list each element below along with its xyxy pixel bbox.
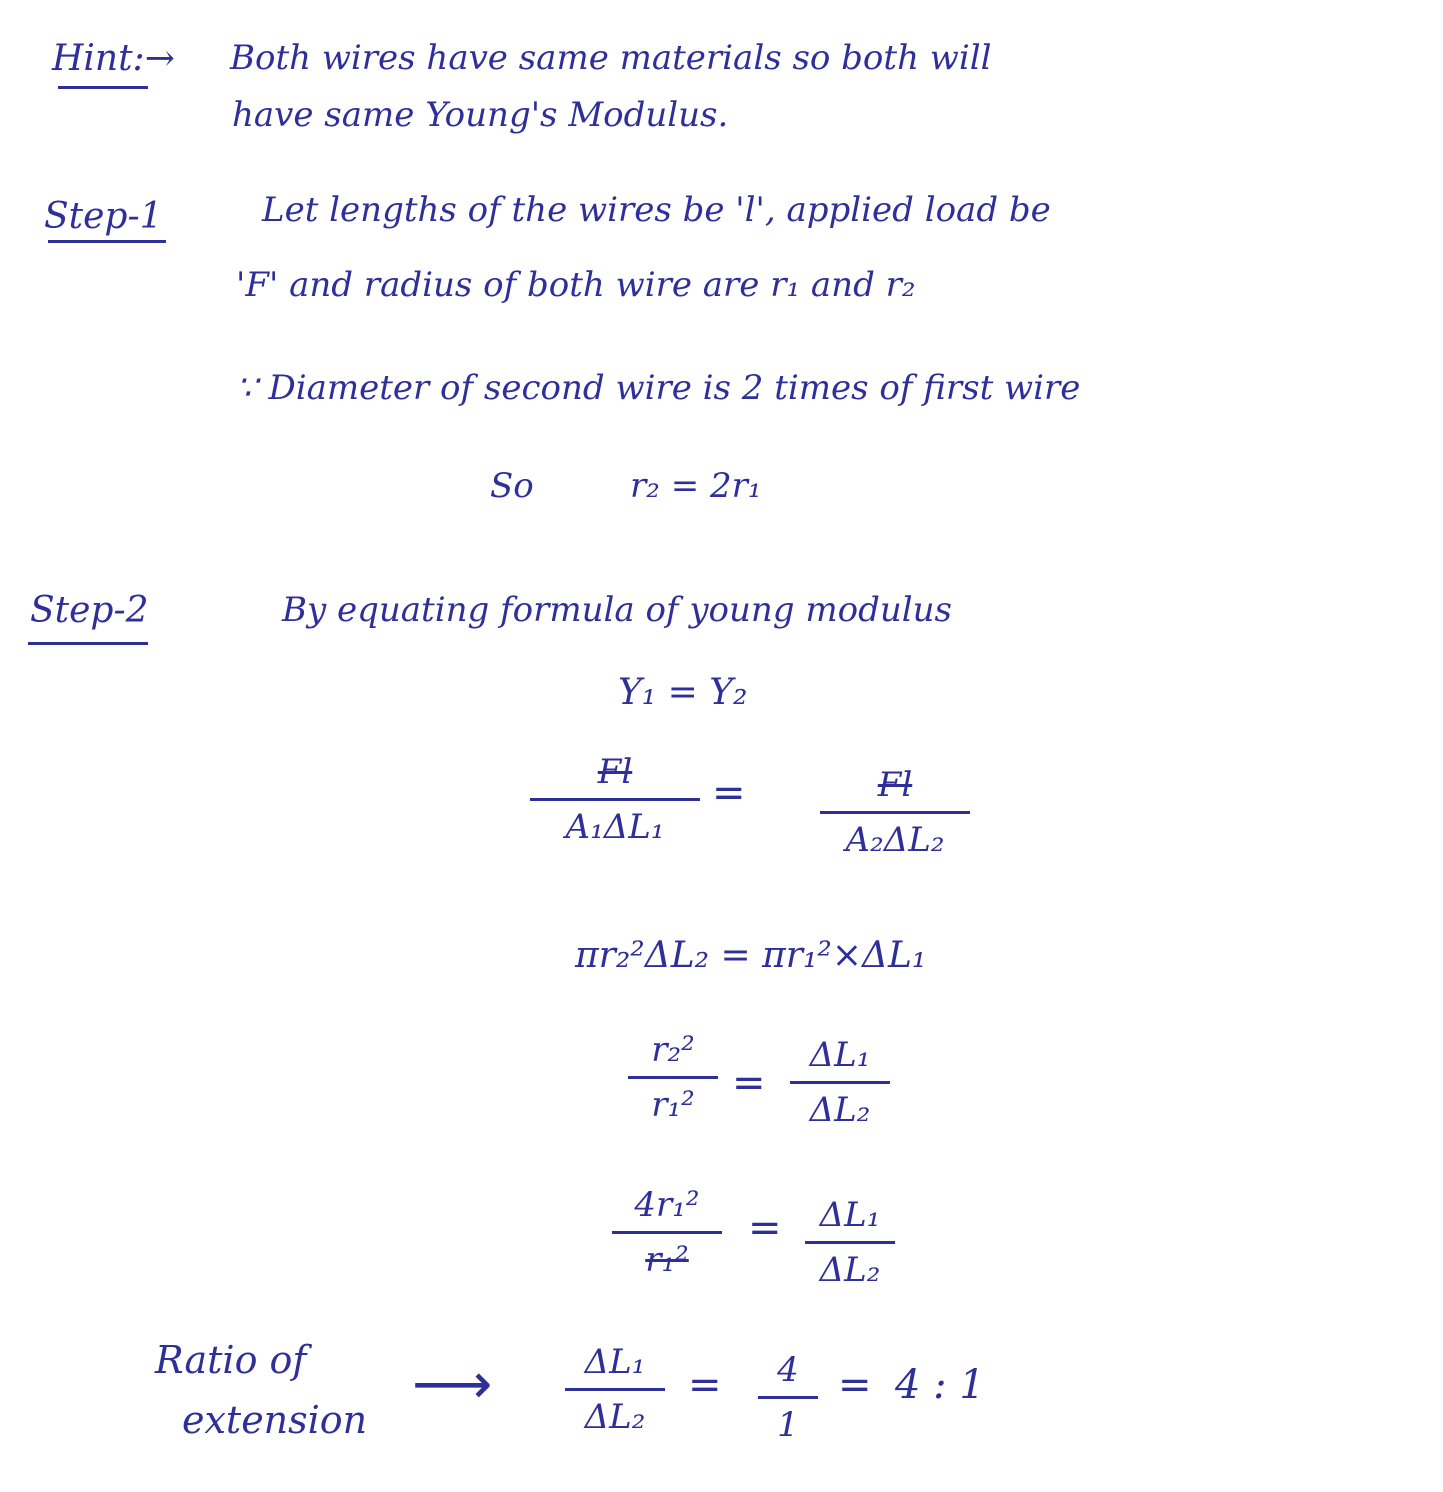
eq4-left-fraction xyxy=(628,1030,718,1125)
result-fraction-2-bar xyxy=(758,1396,818,1399)
eq5-left-bar xyxy=(612,1231,722,1234)
eq2-right-fraction xyxy=(820,765,970,860)
eq2-left-denominator: A₁ΔL₁ xyxy=(565,807,665,847)
result-fraction-1 xyxy=(565,1342,665,1437)
step1-underline xyxy=(48,240,166,243)
eq5-equals: = xyxy=(748,1205,782,1251)
eq2-left-numerator: Fl xyxy=(597,752,633,792)
result-equals-2: = xyxy=(838,1362,872,1408)
eq5-left-numerator: 4r₁² xyxy=(634,1185,700,1225)
step1-line-2: 'F' and radius of both wire are r₁ and r₂ xyxy=(236,265,916,305)
eq5-right-numerator: ΔL₁ xyxy=(819,1195,881,1235)
step2-underline xyxy=(28,642,148,645)
eq2-right-numerator: Fl xyxy=(877,765,913,805)
eq4-left-numerator: r₂² xyxy=(651,1030,695,1070)
result-fraction-1-bar xyxy=(565,1388,665,1391)
step1-line-1: Let lengths of the wires be 'l', applied load be xyxy=(262,190,1051,230)
step1-relation: r₂ = 2r₁ xyxy=(630,466,762,506)
step1-so: So xyxy=(490,466,534,506)
result-fraction-2 xyxy=(758,1350,818,1445)
result-fraction-1-denominator: ΔL₂ xyxy=(584,1397,646,1437)
hint-line-2: have same Young's Modulus. xyxy=(232,95,729,135)
step2-intro: By equating formula of young modulus xyxy=(282,590,952,630)
step1-line-3: ∵ Diameter of second wire is 2 times of first wire xyxy=(236,368,1081,408)
eq4-right-fraction xyxy=(790,1035,890,1130)
result-fraction-2-numerator: 4 xyxy=(777,1350,799,1390)
step2-label: Step-2 xyxy=(30,590,149,631)
eq5-right-bar xyxy=(805,1241,895,1244)
step1-label: Step-1 xyxy=(44,196,163,237)
right-arrow-icon: ⟶ xyxy=(412,1352,493,1417)
result-fraction-1-numerator: ΔL₁ xyxy=(584,1342,646,1382)
eq5-right-fraction xyxy=(805,1195,895,1290)
eq5-left-denominator: r₁² xyxy=(645,1240,689,1280)
result-ratio: 4 : 1 xyxy=(895,1362,985,1408)
hint-underline xyxy=(58,86,148,89)
eq5-right-denominator: ΔL₂ xyxy=(819,1250,881,1290)
eq4-right-denominator: ΔL₂ xyxy=(809,1090,871,1130)
eq2-left-bar xyxy=(530,798,700,801)
result-label-line-1: Ratio of xyxy=(155,1338,307,1382)
eq4-equals: = xyxy=(732,1060,766,1106)
result-equals-1: = xyxy=(688,1362,722,1408)
eq2-left-fraction xyxy=(530,752,700,847)
eq5-left-fraction xyxy=(612,1185,722,1280)
eq4-left-denominator: r₁² xyxy=(651,1085,695,1125)
eq4-left-bar xyxy=(628,1076,718,1079)
eq2-right-denominator: A₂ΔL₂ xyxy=(845,820,945,860)
eq2-equals: = xyxy=(712,770,746,816)
equation-area-extension: πr₂²ΔL₂ = πr₁²×ΔL₁ xyxy=(575,935,927,976)
hint-line-1: Both wires have same materials so both will xyxy=(230,38,992,78)
hint-label: Hint:→ xyxy=(52,38,175,79)
result-label-line-2: extension xyxy=(182,1398,368,1442)
eq2-right-bar xyxy=(820,811,970,814)
equation-y1-y2: Y₁ = Y₂ xyxy=(618,672,748,713)
eq4-right-bar xyxy=(790,1081,890,1084)
result-fraction-2-denominator: 1 xyxy=(777,1405,799,1445)
eq4-right-numerator: ΔL₁ xyxy=(809,1035,871,1075)
